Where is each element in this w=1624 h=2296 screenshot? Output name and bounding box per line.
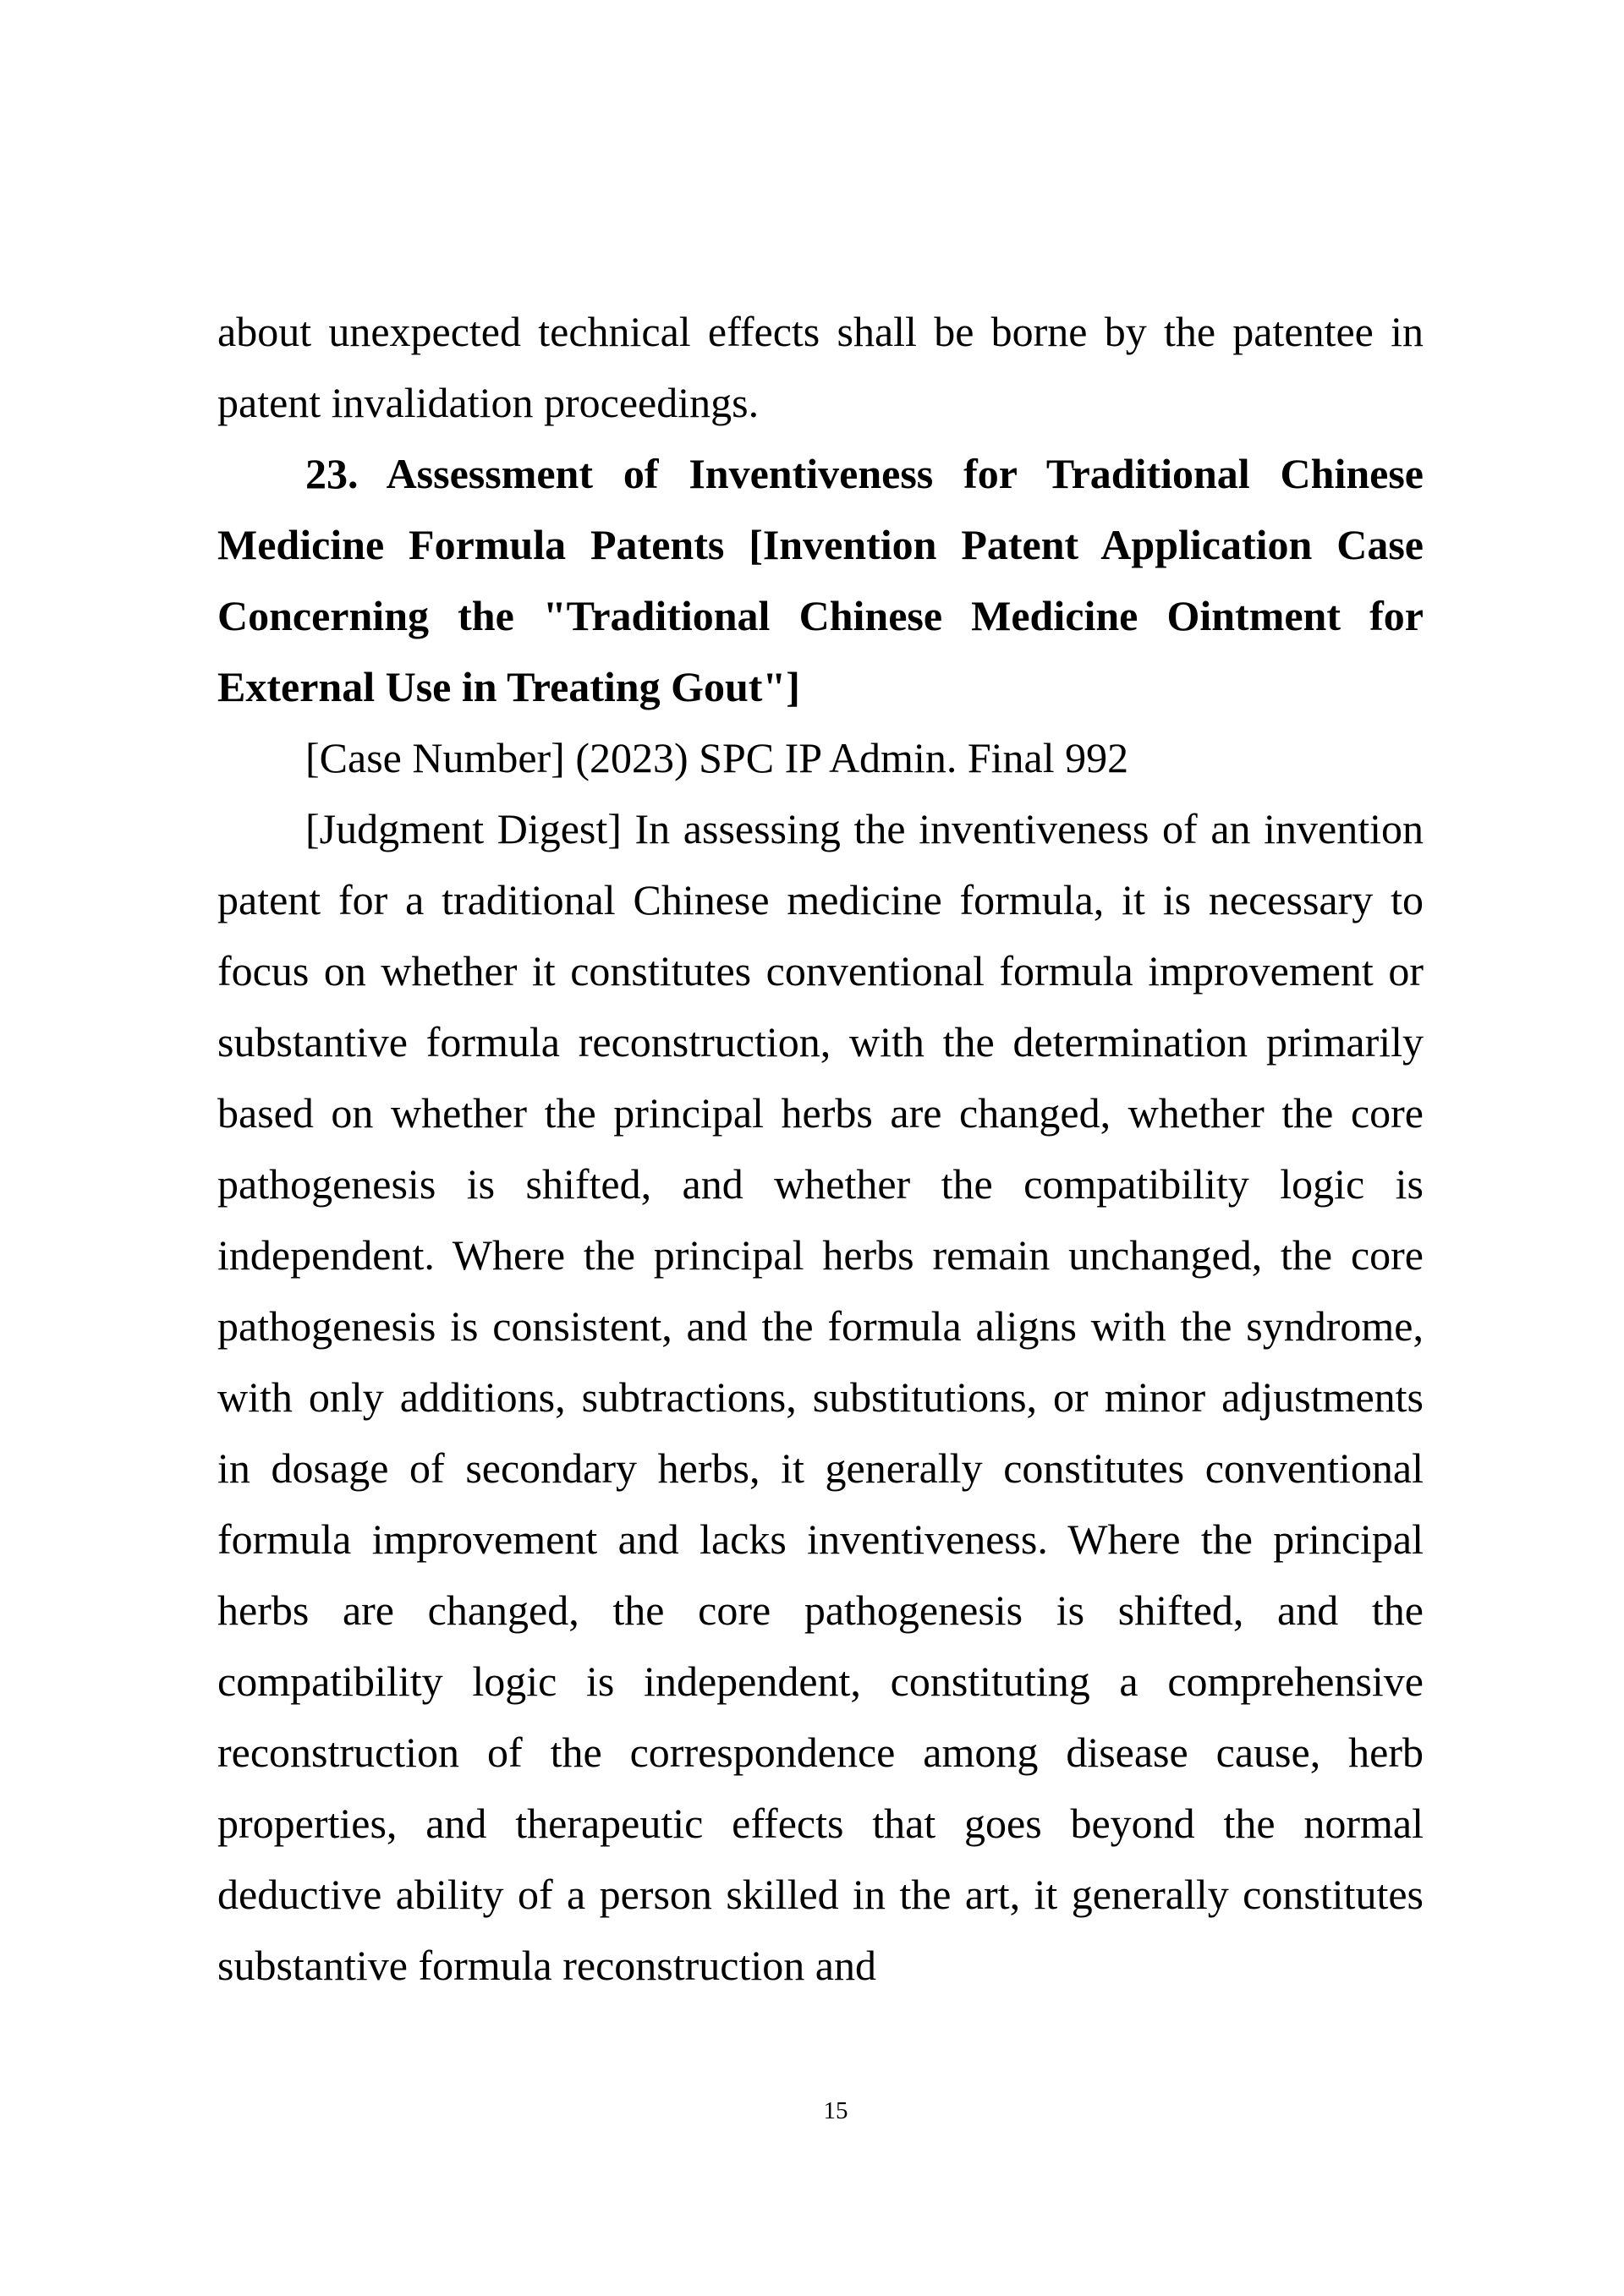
page-body xyxy=(217,296,1424,2001)
judgment-digest-paragraph: [Judgment Digest] In assessing the inventiveness of an invention patent for a traditional Chinese medicine formula, it is necessary to focus on whether it constitutes conventional formula improvement or substantive formula reconstruction, with the determination primarily based on whether the principal herbs are changed, whether the core pathogenesis is shifted, and whether the compatibility logic is independent. Where the principal herbs remain unchanged, the core pathogenesis is consistent, and the formula aligns with the syndrome, with only additions, subtractions, substitutions, or minor adjustments in dosage of secondary herbs, it generally constitutes conventional formula improvement and lacks inventiveness. Where the principal herbs are changed, the core pathogenesis is shifted, and the compatibility logic is independent, constituting a comprehensive reconstruction of the correspondence among disease cause, herb properties, and therapeutic effects that goes beyond the normal deductive ability of a person skilled in the art, it generally constitutes substantive formula reconstruction and xyxy=(217,805,1424,1989)
continuation-paragraph: about unexpected technical effects shall be borne by the patentee in patent invalidation proceedings. xyxy=(217,308,1424,426)
page-number: 15 xyxy=(823,2097,848,2124)
case-number: [Case Number] (2023) SPC IP Admin. Final 992 xyxy=(305,734,1129,781)
section-heading: 23. Assessment of Inventiveness for Traditional Chinese Medicine Formula Patents [Invention Patent Application Case Concerning the "Traditional Chinese Medicine Ointment for External Use in Treating Gout"] xyxy=(217,450,1424,710)
